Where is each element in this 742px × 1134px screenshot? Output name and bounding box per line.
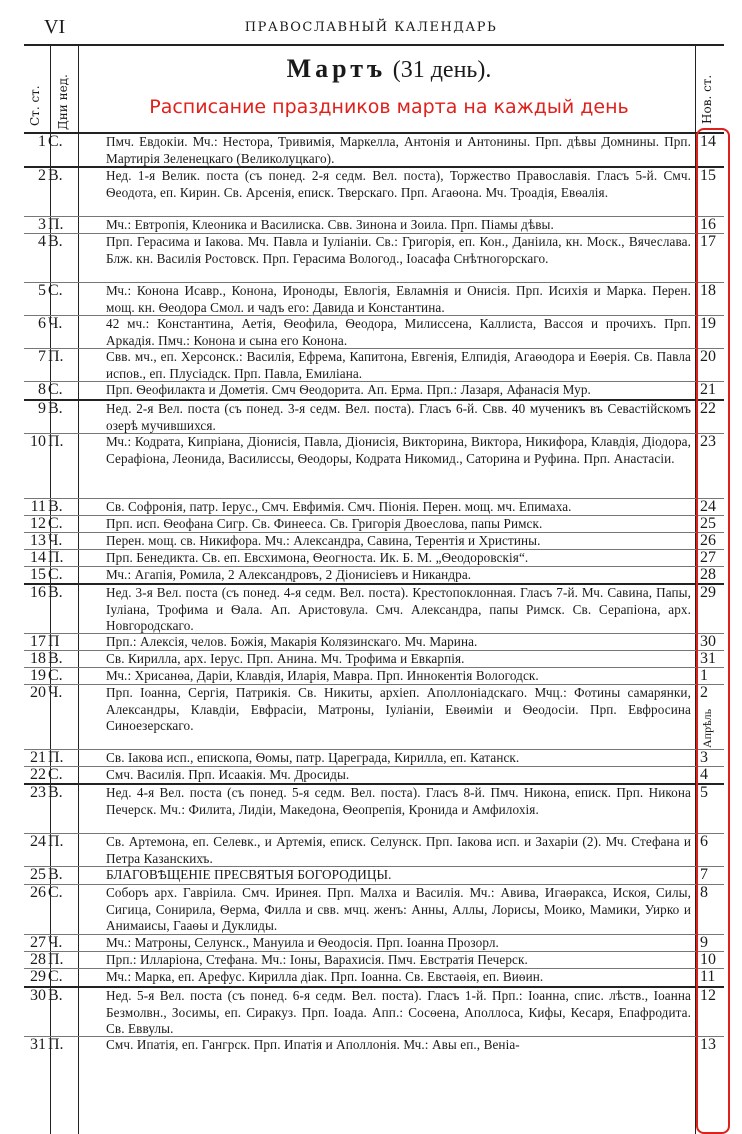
old-style-day: 18 xyxy=(30,650,46,667)
calendar-row xyxy=(24,233,724,282)
calendar-row xyxy=(24,566,724,583)
new-style-day: 25 xyxy=(700,515,716,532)
weekday: П. xyxy=(48,216,64,233)
old-style-day: 30 xyxy=(30,987,46,1004)
page-running-title: ПРАВОСЛАВНЫЙ КАЛЕНДАРЬ xyxy=(244,20,498,35)
weekday: С. xyxy=(48,968,63,985)
old-style-day: 14 xyxy=(30,549,46,566)
calendar-row xyxy=(24,650,724,667)
old-style-day: 10 xyxy=(30,433,46,450)
old-style-day: 29 xyxy=(30,968,46,985)
month-name: Мартъ xyxy=(286,54,387,83)
weekday: Ч. xyxy=(48,532,63,549)
weekday: В. xyxy=(48,167,63,184)
old-style-day: 1 xyxy=(38,133,46,150)
commemoration-text: Перен. мощ. св. Никифора. Мч.: Александра, Савина, Терентія и Христины. xyxy=(106,533,541,548)
weekday: В. xyxy=(48,400,63,417)
commemoration-text: Смч. Василія. Прп. Исаакія. Мч. Дросиды. xyxy=(106,767,350,782)
new-style-day: 28 xyxy=(700,566,716,583)
calendar-row xyxy=(24,968,724,986)
weekday: В. xyxy=(48,784,63,801)
calendar-row xyxy=(24,1036,724,1053)
commemoration-text: Св. Артемона, еп. Селевк., и Артемія, еписк. Селунск. Прп. Іакова исп. и Захаріи (2). Мч. Стефана и Петра Казанскихъ. xyxy=(106,834,691,866)
commemoration-text: Мч.: Хрисанѳа, Даріи, Клавдія, Иларія, Мавра. Прп. Иннокентія Вологодск. xyxy=(106,668,539,683)
calendar-row xyxy=(24,833,724,866)
commemoration-text: Мч.: Кодрата, Кипріана, Діонисія, Павла, Діонисія, Викторина, Виктора, Никифора, Клавдія, Діодора, Серафіона, Леонида, Василиссы, Ѳеодоры, Кодрата Никомид., Саторина и Руфина. Прп. Анастасіи. xyxy=(106,434,691,466)
old-style-day: 20 xyxy=(30,684,46,701)
new-style-day: 27 xyxy=(700,549,716,566)
month-title xyxy=(84,54,694,84)
new-style-day: 17 xyxy=(700,233,716,250)
calendar-row xyxy=(24,166,724,216)
calendar-row xyxy=(24,783,724,833)
new-style-day: 26 xyxy=(700,532,716,549)
old-style-day: 23 xyxy=(30,784,46,801)
weekday: С. xyxy=(48,566,63,583)
old-style-day: 19 xyxy=(30,667,46,684)
col-header-old-style: Ст. ст. xyxy=(28,85,42,126)
commemoration-text: БЛАГОВѢЩЕНІЕ ПРЕСВЯТЫЯ БОГОРОДИЦЫ. xyxy=(106,867,392,882)
calendar-row xyxy=(24,951,724,968)
commemoration-text: Прп.: Илларіона, Стефана. Мч.: Іоны, Варахисія. Пмч. Евстратія Печерск. xyxy=(106,952,528,967)
new-style-day: 8 xyxy=(700,884,708,901)
old-style-day: 22 xyxy=(30,766,46,783)
calendar-row xyxy=(24,934,724,951)
weekday: С. xyxy=(48,381,63,398)
weekday: П. xyxy=(48,749,64,766)
commemoration-text: Мч.: Агапія, Ромила, 2 Александровъ, 2 Діонисіевъ и Никандра. xyxy=(106,567,472,582)
weekday: П xyxy=(48,633,60,650)
new-style-day: 11 xyxy=(700,968,716,985)
old-style-day: 16 xyxy=(30,584,46,601)
old-style-day: 13 xyxy=(30,532,46,549)
commemoration-text: Мч.: Евтропія, Клеоника и Василиска. Свв. Зинона и Зоила. Прп. Піамы дѣвы. xyxy=(106,217,554,232)
commemoration-text: Св. Софронія, патр. Іерус., Смч. Евфимія. Смч. Піонія. Перен. мощ. мч. Епимаха. xyxy=(106,499,572,514)
weekday: С. xyxy=(48,282,63,299)
calendar-row xyxy=(24,684,724,749)
weekday: П. xyxy=(48,348,64,365)
weekday: П. xyxy=(48,951,64,968)
commemoration-text: Св. Іакова исп., епископа, Ѳомы, патр. Цареграда, Кирилла, еп. Катанск. xyxy=(106,750,520,765)
new-style-day: 10 xyxy=(700,951,716,968)
calendar-row xyxy=(24,399,724,433)
new-style-day: 24 xyxy=(700,498,716,515)
old-style-day: 21 xyxy=(30,749,46,766)
old-style-day: 24 xyxy=(30,833,46,850)
weekday: С. xyxy=(48,667,63,684)
new-style-day: 4 xyxy=(700,766,708,783)
old-style-day: 5 xyxy=(38,282,46,299)
commemoration-text: 42 мч.: Константина, Аетія, Ѳеофила, Ѳеодора, Милиссена, Каллиста, Вассоя и прочихъ. Прп. Аркадія. Пмч.: Конона и сына его Конона. xyxy=(106,316,691,348)
new-style-day: 31 xyxy=(700,650,716,667)
calendar-row xyxy=(24,633,724,650)
calendar-row xyxy=(24,315,724,348)
weekday: Ч. xyxy=(48,684,63,701)
calendar-row xyxy=(24,667,724,684)
commemoration-text: Нед. 2-я Вел. поста (съ понед. 3-я седм. Вел. поста). Гласъ 6-й. Свв. 40 мученикъ въ Севастійскомъ озерѣ мучившихся. xyxy=(106,401,691,433)
old-style-day: 15 xyxy=(30,566,46,583)
commemoration-text: Прп. Бенедикта. Св. еп. Евсхимона, Ѳеогноста. Ик. Б. М. „Ѳеодоровскія“. xyxy=(106,550,529,565)
calendar-row xyxy=(24,433,724,498)
new-style-day: 5 xyxy=(700,784,708,801)
commemoration-text: Смч. Ипатія, еп. Гангрск. Прп. Ипатія и Аполлонія. Мч.: Авы еп., Веніа- xyxy=(106,1037,520,1052)
commemoration-text: Пмч. Евдокіи. Мч.: Нестора, Тривимія, Маркелла, Антонія и Антонины. Прп. дѣвы Домнины. Прп. Мартирія Зеленецкаго (Великолуцкаго). xyxy=(106,134,691,166)
calendar-row xyxy=(24,583,724,633)
table-header xyxy=(24,46,724,134)
commemoration-text: Нед. 4-я Вел. поста (съ понед. 5-я седм. Вел. поста). Гласъ 8-й. Пмч. Никона, еписк. Прп. Никона Печерск. Мч.: Филита, Лидіи, Македона, Ѳеопрепія, Кронида и Амфилохія. xyxy=(106,785,691,817)
weekday: В. xyxy=(48,650,63,667)
weekday: В. xyxy=(48,498,63,515)
calendar-row xyxy=(24,515,724,532)
weekday: С. xyxy=(48,884,63,901)
commemoration-text: Мч.: Матроны, Селунск., Мануила и Ѳеодосія. Прп. Іоанна Прозорл. xyxy=(106,935,499,950)
old-style-day: 11 xyxy=(30,498,46,515)
new-style-day: 22 xyxy=(700,400,716,417)
new-style-day: 12 xyxy=(700,987,716,1004)
new-style-day: 13 xyxy=(700,1036,716,1053)
old-style-day: 6 xyxy=(38,315,46,332)
new-style-day: 6 xyxy=(700,833,708,850)
weekday: С. xyxy=(48,133,63,150)
new-style-day: 15 xyxy=(700,167,716,184)
commemoration-text: Нед. 5-я Вел. поста (съ понед. 6-я седм. Вел. поста). Гласъ 1-й. Прп.: Іоанна, спис. лѣств., Іоанна Безмолвн., Зосимы, еп. Сиракуз. Прп. Іоада. Апп.: Сосѳена, Аполлоса, Кифы, Кесаря, Епафродита. Св. Еввулы. xyxy=(106,988,691,1037)
weekday: Ч. xyxy=(48,315,63,332)
old-style-day: 17 xyxy=(30,633,46,650)
page-number: VI xyxy=(44,16,66,38)
running-head xyxy=(0,16,742,40)
commemoration-text: Нед. 3-я Вел. поста (съ понед. 4-я седм. Вел. поста). Крестопоклонная. Гласъ 7-й. Мч. Савина, Папы, Іуліана, Трофима и Ѳала. Ап. Аристовула. Смч. Александра, папы Римск. Св. Серапіона, арх. Новгородскаго. xyxy=(106,585,691,634)
annotation-caption: Расписание праздников марта на каждый день xyxy=(149,96,629,118)
calendar-row xyxy=(24,749,724,766)
commemoration-text: Мч.: Конона Исавр., Конона, Ироноды, Евлогія, Евламнія и Онисія. Прп. Исихія и Марка. Перен. мощ. кн. Ѳеодора Смол. и чадъ его: Давида и Константина. xyxy=(106,283,691,315)
calendar-row xyxy=(24,216,724,233)
calendar-row xyxy=(24,549,724,566)
new-style-day: 18 xyxy=(700,282,716,299)
weekday: В. xyxy=(48,987,63,1004)
old-style-day: 25 xyxy=(30,866,46,883)
calendar-row xyxy=(24,134,724,166)
weekday: Ч. xyxy=(48,934,63,951)
weekday: П. xyxy=(48,433,64,450)
commemoration-text: Мч.: Марка, еп. Арефус. Кирилла діак. Прп. Іоанна. Св. Евстаѳія, еп. Виѳин. xyxy=(106,969,544,984)
col-header-new-style: Нов. ст. xyxy=(700,74,714,124)
old-style-day: 8 xyxy=(38,381,46,398)
new-style-day: 7 xyxy=(700,866,708,883)
old-style-day: 28 xyxy=(30,951,46,968)
new-style-day: 21 xyxy=(700,381,716,398)
old-style-day: 2 xyxy=(38,167,46,184)
new-style-highlight-box xyxy=(696,128,730,1134)
calendar-row xyxy=(24,766,724,783)
old-style-day: 7 xyxy=(38,348,46,365)
calendar-rows xyxy=(24,134,724,1053)
old-style-day: 9 xyxy=(38,400,46,417)
calendar-row xyxy=(24,348,724,381)
calendar-row xyxy=(24,884,724,934)
new-style-day: 2 xyxy=(700,684,708,701)
april-label: Апрѣль xyxy=(700,708,714,748)
old-style-day: 26 xyxy=(30,884,46,901)
commemoration-text: Соборъ арх. Гавріила. Смч. Иринея. Прп. Малха и Василія. Мч.: Авива, Игаѳракса, Искоя, Силы, Сигица, Сонирила, Ѳерма, Филла и свв. мчц. женъ: Анны, Аллы, Лорисы, Моико, Мамики, Уирко и Анимаисы, Гааѳы и Дуклиды. xyxy=(106,885,691,934)
weekday: В. xyxy=(48,584,63,601)
weekday: В. xyxy=(48,866,63,883)
new-style-day: 16 xyxy=(700,216,716,233)
calendar-row xyxy=(24,532,724,549)
calendar-row xyxy=(24,498,724,515)
old-style-day: 3 xyxy=(38,216,46,233)
old-style-day: 31 xyxy=(30,1036,46,1053)
new-style-day: 19 xyxy=(700,315,716,332)
old-style-day: 4 xyxy=(38,233,46,250)
weekday: В. xyxy=(48,233,63,250)
calendar-row xyxy=(24,866,724,884)
commemoration-text: Св. Кирилла, арх. Іерус. Прп. Анина. Мч. Трофима и Евкарпія. xyxy=(106,651,465,666)
new-style-day: 20 xyxy=(700,348,716,365)
col-header-weekday: Дни нед. xyxy=(56,74,70,130)
commemoration-text: Прп.: Алексія, челов. Божія, Макарія Колязинскаго. Мч. Марина. xyxy=(106,634,478,649)
commemoration-text: Прп. Ѳеофилакта и Дометія. Смч Ѳеодорита. Ап. Ерма. Прп.: Лазаря, Афанасія Мур. xyxy=(106,382,591,397)
new-style-day: 23 xyxy=(700,433,716,450)
month-days-count: (31 день). xyxy=(392,57,492,83)
weekday: С. xyxy=(48,766,63,783)
calendar-row xyxy=(24,381,724,399)
weekday: П. xyxy=(48,549,64,566)
commemoration-text: Прп. Іоанна, Сергія, Патрикія. Св. Никиты, архіеп. Аполлоніадскаго. Мчц.: Фотины самарянки, Александры, Клавдіи, Евфрасіи, Матроны, Іуліаніи, Евѳиміи и Ѳеодосіи. Прп. Евфросина Синоезерскаго. xyxy=(106,685,691,734)
calendar-row xyxy=(24,282,724,315)
new-style-day: 9 xyxy=(700,934,708,951)
new-style-day: 1 xyxy=(700,667,708,684)
new-style-day: 30 xyxy=(700,633,716,650)
calendar-row xyxy=(24,986,724,1036)
weekday: П. xyxy=(48,1036,64,1053)
old-style-day: 12 xyxy=(30,515,46,532)
new-style-day: 3 xyxy=(700,749,708,766)
weekday: П. xyxy=(48,833,64,850)
new-style-day: 29 xyxy=(700,584,716,601)
weekday: С. xyxy=(48,515,63,532)
commemoration-text: Свв. мч., еп. Херсонск.: Василія, Ефрема, Капитона, Евгенія, Елпидія, Агаѳодора и Еѳерія. Св. Павла испов., еп. Плусіадск. Прп. Павла, Емиліана. xyxy=(106,349,691,381)
commemoration-text: Прп. Герасима и Іакова. Мч. Павла и Іуліаніи. Св.: Григорія, еп. Кон., Даніила, кн. Моск., Вячеслава. Блж. кн. Василія Ростовск. Прп. Герасима Вологод., Іоасафа Снѣтногорскаго. xyxy=(106,234,691,266)
new-style-day: 14 xyxy=(700,133,716,150)
commemoration-text: Нед. 1-я Велик. поста (съ понед. 2-я седм. Вел. поста), Торжество Православія. Гласъ 5-й. Смч. Ѳеодота, еп. Кирин. Св. Арсенія, еписк. Тверскаго. Прп. Агаѳона. Мч. Троадія, Евѳалія. xyxy=(106,168,691,200)
commemoration-text: Прп. исп. Ѳеофана Сигр. Св. Финееса. Св. Григорія Двоеслова, папы Римск. xyxy=(106,516,543,531)
old-style-day: 27 xyxy=(30,934,46,951)
